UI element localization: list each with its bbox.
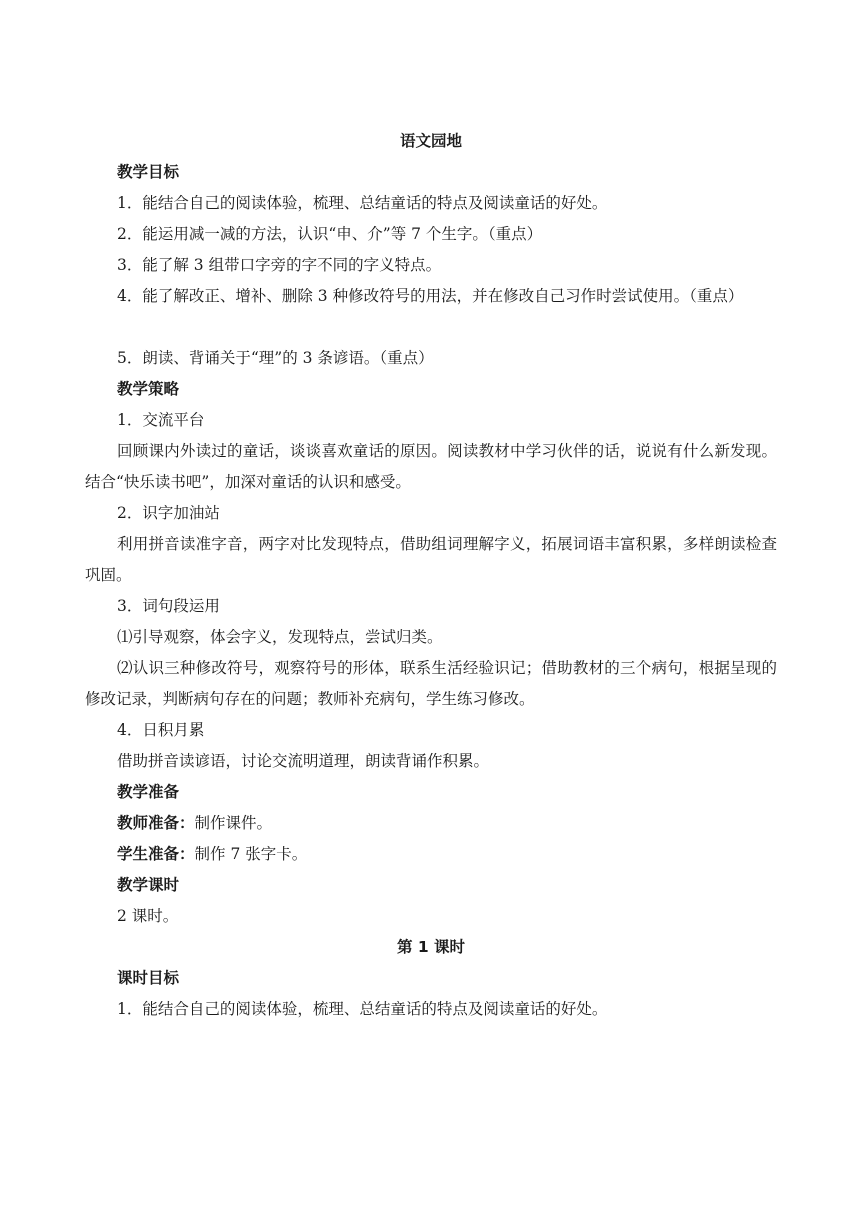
prep-student xyxy=(85,839,777,870)
strategy-2-text: 利用拼音读准字音，两字对比发现特点，借助组词理解字义，拓展词语丰富积累，多样朗读检查巩固。 xyxy=(85,535,777,584)
section-heading-hours: 教学课时 xyxy=(117,876,180,894)
section-heading-strategy: 教学策略 xyxy=(117,380,180,398)
strategy-2-title: 2．识字加油站 xyxy=(117,504,220,522)
page-title: 语文园地 xyxy=(399,132,462,150)
lesson-1-heading: 第 1 课时 xyxy=(396,938,466,956)
strategy-1-title: 1．交流平台 xyxy=(117,411,205,429)
strategy-3-item-2: ⑵认识三种修改符号，观察符号的形体，联系生活经验识记；借助教材的三个病句，根据呈现的修改记录，判断病句存在的问题；教师补充病句，学生练习修改。 xyxy=(85,659,777,708)
goal-item-5: 5．朗读、背诵关于“理”的 3 条谚语。（重点） xyxy=(117,349,434,367)
strategy-4-text: 借助拼音读谚语，讨论交流明道理，朗读背诵作积累。 xyxy=(117,752,490,770)
lesson-1-goal-1: 1．能结合自己的阅读体验，梳理、总结童话的特点及阅读童话的好处。 xyxy=(117,1000,608,1018)
hours-text: 2 课时。 xyxy=(117,907,179,925)
prep-teacher-label: 教师准备： xyxy=(117,814,195,832)
lesson-1-goal-heading: 课时目标 xyxy=(117,969,180,987)
goal-item-2: 2．能运用减一减的方法，认识“申、介”等 7 个生字。（重点） xyxy=(117,225,543,243)
strategy-3-item-1: ⑴引导观察，体会字义，发现特点，尝试归类。 xyxy=(117,628,443,646)
prep-student-text: 制作 7 张字卡。 xyxy=(194,845,308,863)
strategy-1-text: 回顾课内外读过的童话，谈谈喜欢童话的原因。阅读教材中学习伙伴的话，说说有什么新发现。结合“快乐读书吧”，加深对童话的认识和感受。 xyxy=(85,442,777,491)
goal-item-4: 4．能了解改正、增补、删除 3 种修改符号的用法，并在修改自己习作时尝试使用。（重点） xyxy=(117,287,744,305)
document-page xyxy=(85,126,777,1025)
prep-student-label: 学生准备： xyxy=(117,845,195,863)
strategy-3-title: 3．词句段运用 xyxy=(117,597,220,615)
section-heading-goals: 教学目标 xyxy=(117,163,180,181)
goal-item-1: 1．能结合自己的阅读体验，梳理、总结童话的特点及阅读童话的好处。 xyxy=(117,194,608,212)
section-heading-prep: 教学准备 xyxy=(117,783,180,801)
prep-teacher-text: 制作课件。 xyxy=(194,814,273,832)
prep-teacher xyxy=(85,808,777,839)
goal-item-3: 3．能了解 3 组带口字旁的字不同的字义特点。 xyxy=(117,256,442,274)
strategy-4-title: 4．日积月累 xyxy=(117,721,205,739)
